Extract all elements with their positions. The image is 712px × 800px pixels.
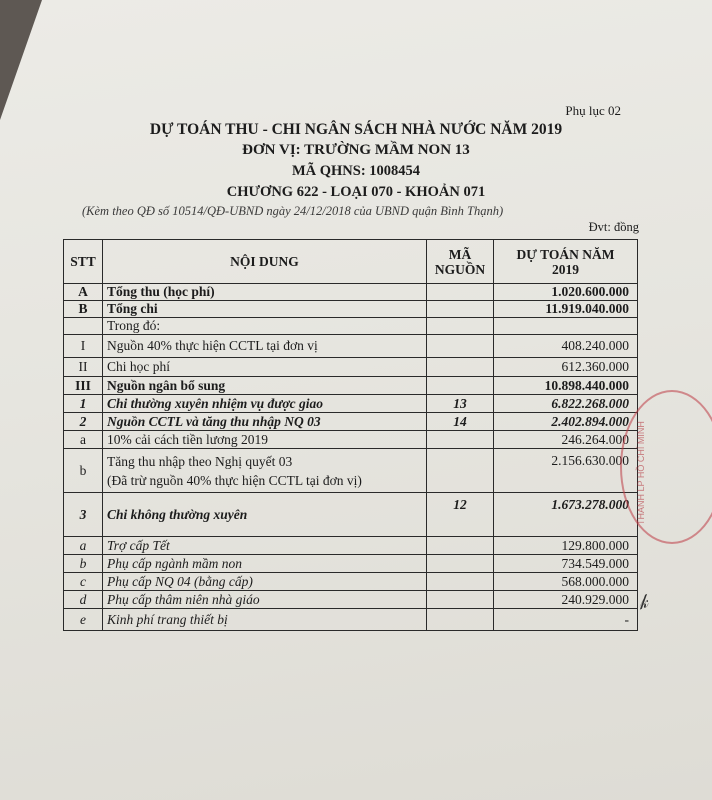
- header-amount: DỰ TOÁN NĂM 2019: [494, 240, 638, 284]
- qhns-code: MÃ QHNS: 1008454: [291, 163, 421, 179]
- budget-table: [63, 239, 638, 631]
- table-row: a Trợ cấp Tết 129.800.000: [64, 537, 638, 555]
- document-title: DỰ TOÁN THU - CHI NGÂN SÁCH NHÀ NƯỚC NĂM 2019: [149, 121, 563, 138]
- table-row: B Tổng chi 11.919.040.000: [64, 301, 638, 318]
- table-row: 1 Chi thường xuyên nhiệm vụ được giao 13 6.822.268.000: [64, 395, 638, 413]
- table-row: e Kinh phí trang thiết bị -: [64, 609, 638, 631]
- table-row: b Phụ cấp ngành mầm non 734.549.000: [64, 555, 638, 573]
- table-row: 3 Chi không thường xuyên 12 1.673.278.000: [64, 493, 638, 537]
- table-row: 2 Nguồn CCTL và tăng thu nhập NQ 03 14 2.402.894.000: [64, 413, 638, 431]
- header-stt: STT: [64, 240, 103, 284]
- table-row: b Tăng thu nhập theo Nghị quyết 03 (Đã trừ nguồn 40% thực hiện CCTL tại đơn vị) 2.156.630.000: [64, 449, 638, 493]
- table-row: d Phụ cấp thâm niên nhà giáo 240.929.000: [64, 591, 638, 609]
- table-row: c Phụ cấp NQ 04 (bằng cấp) 568.000.000: [64, 573, 638, 591]
- unit-name: ĐƠN VỊ: TRƯỜNG MẦM NON 13: [242, 142, 470, 158]
- table-row: II Chi học phí 612.360.000: [64, 358, 638, 377]
- table-row: A Tổng thu (học phí) 1.020.600.000: [64, 284, 638, 301]
- budget-chapter: CHƯƠNG 622 - LOẠI 070 - KHOẢN 071: [226, 184, 486, 200]
- appendix-label: Phụ lục 02: [565, 103, 621, 118]
- table-row: I Nguồn 40% thực hiện CCTL tại đơn vị 408.240.000: [64, 335, 638, 358]
- initial-signature: 𝓀: [634, 590, 651, 614]
- page-corner-shadow: [0, 0, 42, 120]
- header-content: NỘI DUNG: [103, 240, 427, 284]
- table-row: III Nguồn ngân bổ sung 10.898.440.000: [64, 377, 638, 395]
- table-header-row: [64, 240, 638, 284]
- header-source: MÃ NGUỒN: [427, 240, 494, 284]
- table-row: Trong đó:: [64, 318, 638, 335]
- table-row: a 10% cải cách tiền lương 2019 246.264.000: [64, 431, 638, 449]
- decision-note: (Kèm theo QĐ số 10514/QĐ-UBND ngày 24/12/2018 của UBND quận Bình Thạnh): [82, 204, 504, 218]
- currency-unit: Đvt: đồng: [588, 220, 639, 234]
- seal-stamp-text: THANH LP HỒ CHÍ MINH: [636, 421, 646, 525]
